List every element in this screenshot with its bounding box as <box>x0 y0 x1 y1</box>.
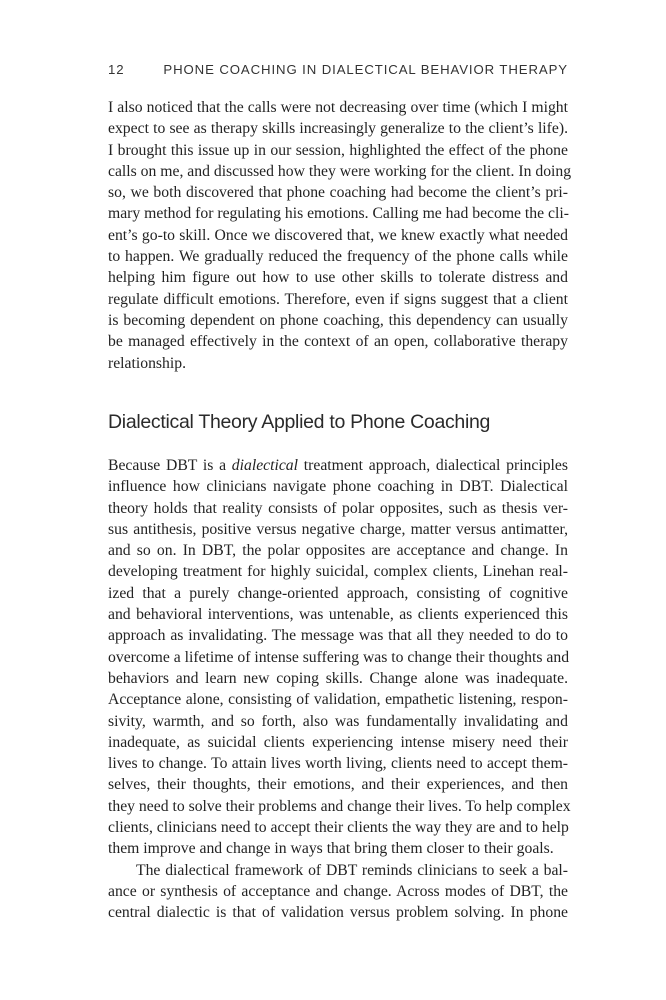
text-line: behaviors and learn new coping skills. Change alone was inadequate. <box>108 669 568 687</box>
text-line: developing treatment for highly suicidal, complex clients, Linehan real- <box>108 563 568 581</box>
text-line: sus antithesis, positive versus negative charge, matter versus antimatter, <box>108 520 568 538</box>
text-line: selves, their thoughts, their emotions, and their experiences, and then <box>108 776 568 794</box>
text-line: is becoming dependent on phone coaching, this dependency can usually <box>108 311 568 329</box>
text-line: and so on. In DBT, the polar opposites are acceptance and change. In <box>108 542 568 560</box>
text-run: treatment approach, dialectical principles <box>298 457 568 474</box>
text-line: inadequate, as suicidal clients experiencing intense misery need their <box>108 733 568 751</box>
running-title: PHONE COACHING IN DIALECTICAL BEHAVIOR THERAPY <box>163 62 568 77</box>
section-heading: Dialectical Theory Applied to Phone Coaching <box>108 411 491 433</box>
text-line: ent’s go-to skill. Once we discovered that, we knew exactly what needed <box>108 226 568 244</box>
emphasis-text: dialectical <box>231 457 299 474</box>
text-line: calls on me, and discussed how they were working for the client. In doing <box>108 162 572 180</box>
text-line: ance or synthesis of acceptance and change. Across modes of DBT, the <box>108 882 568 900</box>
text-line: they need to solve their problems and change their lives. To help complex <box>108 797 571 815</box>
text-line: expect to see as therapy skills increasingly generalize to the client’s life). <box>108 120 568 138</box>
text-line: clients, clinicians need to accept their clients the way they are and to help <box>108 819 569 837</box>
text-line: helping him figure out how to use other skills to tolerate distress and <box>108 269 568 287</box>
text-line: so, we both discovered that phone coaching had become the client’s pri- <box>108 184 568 202</box>
text-line: to happen. We gradually reduced the frequency of the phone calls while <box>108 248 568 266</box>
text-line: mary method for regulating his emotions. Calling me had become the cli- <box>108 205 569 223</box>
text-line: relationship. <box>108 354 186 372</box>
text-line: them improve and change in ways that bring them closer to their goals. <box>108 840 554 858</box>
text-line: I also noticed that the calls were not decreasing over time (which I might <box>108 99 568 116</box>
text-line: lives to change. To attain lives worth living, clients need to accept them- <box>108 755 568 773</box>
paragraph-1 <box>108 97 572 374</box>
text-line: central dialectic is that of validation versus problem solving. In phone <box>108 904 568 922</box>
page-number: 12 <box>108 62 125 77</box>
text-line: be managed effectively in the context of an open, collaborative therapy <box>108 333 568 351</box>
text-line: Acceptance alone, consisting of validation, empathetic listening, respon- <box>108 691 568 709</box>
text-line <box>108 455 568 476</box>
text-run: Because DBT is a <box>108 457 232 474</box>
paragraph-2 <box>108 455 571 924</box>
text-line: influence how clinicians navigate phone coaching in DBT. Dialectical <box>108 478 568 496</box>
text-line: approach as invalidating. The message was that all they needed to do to <box>108 627 568 645</box>
text-line: theory holds that reality consists of polar opposites, such as thesis ver- <box>108 499 568 517</box>
text-line: and behavioral interventions, was untenable, as clients experienced this <box>108 606 568 624</box>
text-line: overcome a lifetime of intense suffering was to change their thoughts and <box>108 648 570 666</box>
text-line: ized that a purely change-oriented approach, consisting of cognitive <box>108 584 568 602</box>
text-line: sivity, warmth, and so forth, also was fundamentally invalidating and <box>108 712 568 730</box>
text-line: The dialectical framework of DBT reminds clinicians to seek a bal- <box>136 861 568 879</box>
text-line: I brought this issue up in our session, highlighted the effect of the phone <box>108 141 568 159</box>
text-line: regulate difficult emotions. Therefore, even if signs suggest that a client <box>108 290 568 308</box>
